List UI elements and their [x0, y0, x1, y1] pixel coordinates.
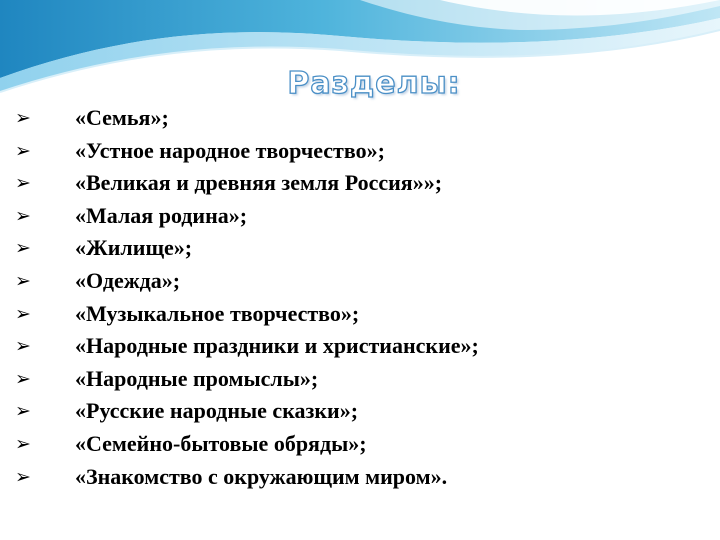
- list-item-text: «Народные праздники и христианские»;: [75, 333, 479, 359]
- list-item-text: «Народные промыслы»;: [75, 365, 319, 391]
- arrow-bullet-icon: ➢: [15, 139, 31, 162]
- list-item-text: «Русские народные сказки»;: [75, 398, 359, 424]
- arrow-bullet-icon: ➢: [15, 367, 31, 390]
- list-item-text: «Семья»;: [75, 105, 169, 130]
- arrow-bullet-icon: ➢: [15, 400, 31, 423]
- list-item-text: «Жилище»;: [75, 235, 193, 261]
- list-item-text: «Знакомство с окружающим миром».: [75, 463, 448, 489]
- arrow-bullet-icon: ➢: [15, 107, 31, 129]
- arrow-bullet-icon: ➢: [15, 204, 31, 227]
- list-item-text: «Одежда»;: [75, 267, 181, 293]
- arrow-bullet-icon: ➢: [15, 172, 31, 195]
- list-item-text: «Великая и древняя земля Россия»»;: [75, 170, 443, 196]
- list-item-text: «Малая родина»;: [75, 202, 248, 228]
- arrow-bullet-icon: ➢: [15, 302, 31, 325]
- arrow-bullet-icon: ➢: [15, 237, 31, 260]
- list-item-text: «Семейно-бытовые обряды»;: [75, 430, 367, 456]
- arrow-bullet-icon: ➢: [15, 465, 31, 488]
- arrow-bullet-icon: ➢: [15, 269, 31, 292]
- arrow-bullet-icon: ➢: [15, 432, 31, 455]
- arrow-bullet-icon: ➢: [15, 335, 31, 358]
- slide-title: Разделы:: [287, 66, 461, 101]
- list-item-text: «Устное народное творчество»;: [75, 137, 385, 163]
- list-item-text: «Музыкальное творчество»;: [75, 300, 360, 326]
